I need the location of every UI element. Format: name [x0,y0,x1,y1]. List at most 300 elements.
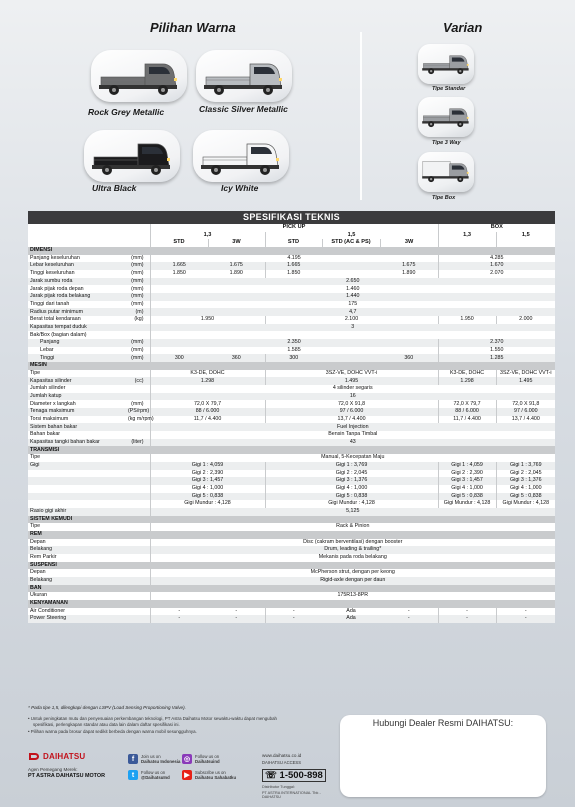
engine-header: 1,3 [150,232,265,240]
spec-value: - [407,607,410,614]
spec-value: - [438,608,496,616]
spec-label: Jarak pijak roda belakang [28,293,126,301]
disclaimer-note: • Untuk peningkatan mutu dan penyesuaian perkembangan teknologi, PT Astra Daihatsu Motor sewaktu-waktu dapat mengubah spesifikasi, perlengkapan standar atau data lain dalam daftar spesifikasi ini. [28,716,277,727]
section-header: TRANSMISI [28,446,555,454]
social-link[interactable] [182,770,236,780]
brand-block [28,752,108,779]
spec-value: Fuel Injection [150,423,555,431]
spec-label [28,500,126,508]
spec-value: 3SZ-VE, DOHC VVT-i [496,370,555,378]
social-text [195,754,220,764]
spec-label: Tipe [30,454,41,461]
spec-value: 1.665 [265,262,322,270]
social-handle: @DaihatsuInd [141,775,170,780]
variant-card[interactable] [418,44,474,84]
table-row [28,370,555,378]
spec-value: Gigi 2 : 2,045 [496,470,555,478]
spec-value: Gigi 1 : 3,769 [265,462,438,470]
spec-value: 88 / 6.000 [150,408,265,416]
social-handle: Daihatsuind [195,759,220,764]
color-swatch-card[interactable] [193,130,289,182]
spec-value: Gigi 1 : 4,059 [150,462,265,470]
spec-label: Tipe [30,369,41,376]
color-name: Classic Silver Metallic [199,104,288,114]
spec-table [28,224,555,623]
spec-unit [126,477,150,485]
spec-label: Belakang [28,546,126,554]
spec-value: 360 [208,354,265,362]
table-row [28,255,555,263]
social-link[interactable] [128,770,170,780]
spec-value: 97 / 6.000 [496,408,555,416]
spec-label: Bahan bakar [30,431,61,438]
spec-value: - [235,607,238,614]
spec-value: Disc (cakram berventilasi) dengan booster [150,539,555,547]
spec-value: 1.950 [438,316,496,324]
spec-unit: (mm) [126,339,150,347]
youtube-icon: ▶ [182,770,192,780]
spec-value: 88 / 6.000 [438,408,496,416]
spec-unit: (cc) [126,377,150,385]
spec-value: 175 [150,301,555,309]
dealer-contact-label: Hubungi Dealer Resmi DAIHATSU: [372,718,514,728]
spec-unit: (mm) [126,278,150,286]
pickup-truck-icon [421,48,471,80]
spec-value: Drum, leading & trailing* [150,546,555,554]
spec-unit [126,324,150,332]
table-row [28,485,555,493]
spec-value [150,331,555,339]
colors-title: Pilihan Warna [150,20,236,35]
spec-label: Kapasitas tangki bahan bakar [28,439,126,447]
section-header: SUSPENSI [28,562,555,570]
spec-unit [126,431,150,439]
spec-value: 72,0 X 91,8 [265,400,438,408]
spec-value: - [208,615,265,623]
spec-label: Air Conditioner [30,607,66,614]
table-row [28,354,555,362]
spec-value: Rigid-axle dengan per daun [150,577,555,585]
spec-value: Gigi Mundur : 4,128 [265,500,438,508]
table-row [28,454,555,462]
table-row [28,615,555,623]
spec-value: - [496,608,555,616]
table-row [28,569,555,577]
spec-value: 1.550 [438,347,555,355]
table-row [28,585,555,593]
table-row [28,400,555,408]
spec-value: 2.370 [438,339,555,347]
spec-label: Jumlah silinder [30,385,66,392]
daihatsu-logo[interactable] [28,752,108,761]
table-row [28,531,555,539]
spec-unit [126,577,150,585]
pickup-truck-icon [199,138,283,178]
spec-value: - [150,615,208,623]
spec-label: Lebar [40,346,54,353]
section-header: BAN [28,585,555,593]
spec-value: 1.460 [150,285,555,293]
color-name: Ultra Black [92,183,137,193]
social-caption: Join us on [141,754,161,759]
spec-unit [126,493,150,501]
spec-unit: (mm) [126,293,150,301]
spec-value: 1.298 [150,377,265,385]
pickup-truck-icon [90,138,174,178]
spec-value: 97 / 6.000 [265,408,438,416]
spec-label: Sistem bahan bakar [28,423,126,431]
spec-title: SPESIFIKASI TEKNIS [28,211,555,224]
spec-value [322,354,380,362]
spec-label: Jarak sumbu roda [28,278,126,286]
color-swatch-card[interactable] [84,130,180,182]
spec-value: 4 silinder segaris [150,385,555,393]
sub-header: STD [265,239,322,247]
table-row [28,377,555,385]
spec-label: Panjang keseluruhan [30,254,80,261]
social-link[interactable] [128,754,180,764]
table-row [28,385,555,393]
header-blank [496,239,555,247]
spec-label: Power Steering [28,615,126,623]
spec-table-container [28,211,555,623]
spec-value: - [380,615,438,623]
spec-value: 1.850 [265,270,322,278]
spec-value: Rack & Pinion [150,523,555,531]
table-row [28,462,555,470]
social-handle: Daihatsu Indonesia [141,759,181,764]
distributor-name: PT ASTRA INTERNATIONAL Tbk - DAIHATSU [262,791,321,799]
spec-value: 4,7 [150,308,555,316]
spec-label: Jarak pijak roda depan [30,285,84,292]
variant-name: Tipe 3 Way [432,140,461,146]
spec-value: 16 [150,393,555,401]
spec-label: Tinggi dari tanah [30,300,70,307]
access-number[interactable]: ☏ 1-500-898 [262,769,326,782]
color-swatch-card[interactable] [91,50,187,102]
spec-value: Gigi Mundur : 4,128 [438,500,496,508]
engine-header: 1,5 [496,232,555,240]
spec-value: 1.298 [438,377,496,385]
box-truck-icon [421,156,471,188]
spec-unit: (kg m/rpm) [128,415,154,422]
sub-header: 3W [208,239,265,247]
spec-value: Gigi 4 : 1,000 [265,485,438,493]
brand-logo-text: DAIHATSU [43,752,86,761]
table-row [28,423,555,431]
spec-label: Kapasitas silinder [28,377,126,385]
section-header: SISTEM KEMUDI [28,516,555,524]
spec-unit: (mm) [131,285,144,292]
spec-unit [126,508,150,516]
spec-value: - [265,608,322,616]
daihatsu-access [262,753,332,799]
table-row [28,562,555,570]
variant-name: Tipe Box [432,195,456,201]
spec-value: Bensin Tanpa Timbal [150,431,555,439]
table-row [28,316,555,324]
table-row [28,301,555,309]
header-blank [28,224,150,232]
table-row [28,554,555,562]
engine-header: 1,5 [265,232,438,240]
spec-value: 5,125 [150,508,555,516]
spec-unit [126,454,150,462]
social-link[interactable] [182,754,220,764]
spec-value: 1.890 [229,270,243,277]
spec-value: 1.850 [150,270,208,278]
spec-unit [126,546,150,554]
spec-value: 11,7 / 4.400 [438,416,496,424]
table-row [28,493,555,501]
table-row [28,523,555,531]
spec-value: 2.650 [150,278,555,286]
section-header: MESIN [28,362,555,370]
spec-unit [126,569,150,577]
spec-unit: (mm) [131,270,144,277]
instagram-icon: ◎ [183,756,191,763]
spec-value: McPherson strut, dengan per keong [150,569,555,577]
disclaimer-note: • Pilihan warna pada brosur dapat sedikit berbeda dengan warna mobil sesungguhnya. [28,729,197,735]
spec-value: - [265,615,322,623]
spec-value: Gigi 4 : 1,000 [496,485,555,493]
social-text [195,770,236,780]
table-row [28,608,555,616]
spec-unit [126,385,150,393]
spec-unit [126,592,150,600]
spec-value: 72,0 X 91,8 [496,400,555,408]
spec-label [28,477,126,485]
disclaimer-notes [28,716,278,737]
spec-label: Tipe [30,523,41,530]
table-row [28,500,555,508]
spec-label: Berat total kendaraan [30,316,81,323]
footnote: * Pada tipe 1,5, dilengkapi dengan LSPV (Load Sensing Proportioning Valve). [28,705,186,710]
section-header: REM [28,531,555,539]
table-row [28,278,555,286]
spec-value: 1.440 [150,293,555,301]
table-row [28,446,555,454]
dealer-contact-box [340,715,546,797]
group-header: BOX [438,224,555,232]
spec-value: 13,7 / 4.400 [496,416,555,424]
spec-value: 11,7 / 4.400 [150,416,265,424]
table-row [28,232,555,240]
spec-value: Gigi 5 : 0,838 [496,493,555,501]
pickup-truck-icon [421,101,471,133]
spec-value: Gigi Mundur : 4,128 [496,500,555,508]
spec-value: 1.665 [150,262,208,270]
spec-label: Torsi maksimum [30,415,69,422]
spec-unit [126,462,150,470]
table-row [28,508,555,516]
spec-unit: (PS/rpm) [128,408,150,415]
table-row [28,324,555,332]
spec-unit: (mm) [131,400,144,407]
spec-value: 2.350 [150,339,438,347]
spec-value [322,262,380,270]
table-row [28,262,555,270]
spec-value: 2.100 [265,316,438,324]
table-row [28,270,555,278]
spec-value: 175R13-8PR [150,592,555,600]
pickup-truck-icon [202,58,286,98]
color-name: Rock Grey Metallic [88,107,165,117]
social-caption: Subscribe us on [195,770,226,775]
spec-value: Ada [346,607,356,614]
variant-title: Varian [443,20,483,35]
table-row [28,285,555,293]
spec-value: 1.285 [438,354,555,362]
spec-value: 1.950 [150,316,265,324]
color-swatch-card[interactable] [196,50,292,102]
spec-label: Kapasitas tempat duduk [28,324,126,332]
spec-label: Depan [30,538,46,545]
website-link[interactable]: www.daihatsu.co.id [262,753,302,758]
brand-agent-label: Agen Pemegang Merek: [28,767,78,772]
sub-header: STD (AC & PS) [322,239,380,247]
social-caption: Follow us on [195,754,220,759]
spec-value: 360 [380,354,438,362]
table-row [28,239,555,247]
spec-label: Rasio gigi akhir [28,508,126,516]
spec-value: Gigi 3 : 1,376 [265,477,438,485]
spec-label: Tinggi keseluruhan [30,270,75,277]
spec-label: Jumlah katup [28,393,126,401]
spec-value: 1.670 [438,262,555,270]
spec-value: Gigi 4 : 1,000 [438,485,496,493]
spec-label: Diameter x langkah [30,400,76,407]
spec-unit [126,523,150,531]
spec-unit: (mm) [131,254,144,261]
table-row [28,592,555,600]
distributor-label: Distributor Tunggal: [262,785,295,789]
spec-unit [126,370,150,378]
spec-value: Gigi 1 : 3,769 [496,462,555,470]
spec-value: Mekanis pada roda belakang [150,554,555,562]
group-header: PICK UP [150,224,438,232]
table-row [28,600,555,608]
table-row [28,393,555,401]
spec-value: 4.285 [438,255,555,263]
spec-value: 1.495 [265,377,438,385]
spec-value: Gigi 1 : 4,059 [438,462,496,470]
variant-name: Tipe Standar [432,86,466,92]
table-row [28,477,555,485]
spec-unit [126,485,150,493]
variant-card[interactable] [418,152,474,192]
spec-value: Manual, 5-Kecepatan Maju [150,454,555,462]
spec-label: Radius putar minimum [28,308,126,316]
table-row [28,577,555,585]
daihatsu-mark-icon [28,752,40,761]
table-row [28,224,555,232]
sub-header: 3W [380,239,438,247]
spec-unit [126,608,150,616]
spec-label: Gigi [28,462,126,470]
spec-unit [126,393,150,401]
table-row [28,470,555,478]
table-row [28,539,555,547]
spec-value: 1.675 [380,262,438,270]
spec-label: Belakang [28,577,126,585]
table-row [28,308,555,316]
spec-unit [126,470,150,478]
spec-label: Tenaga maksimum [28,408,126,416]
engine-header: 1,3 [438,232,496,240]
spec-value: 1.585 [150,347,438,355]
spec-unit [126,539,150,547]
spec-value: 3SZ-VE, DOHC VVT-i [265,370,438,378]
spec-value: K3-DE, DOHC [438,370,496,378]
spec-value: - [496,615,555,623]
access-number-text: 1-500-898 [279,770,323,781]
table-row [28,362,555,370]
spec-value: 13,7 / 4.400 [265,416,438,424]
pickup-truck-icon [97,58,181,98]
spec-value: 300 [150,354,208,362]
spec-label [28,493,126,501]
table-row [28,247,555,255]
spec-label: Tinggi [28,354,126,362]
social-handle: Daihatsu Sahabatku [195,775,237,780]
spec-unit: (mm) [126,262,150,270]
spec-value: 72,0 X 79,7 [438,400,496,408]
spec-label: Rem Parkir [30,554,57,561]
spec-unit [126,423,150,431]
twitter-icon: t [128,770,138,780]
spec-unit: (mm) [131,346,144,353]
spec-value: 1.495 [496,377,555,385]
spec-value: 3 [150,324,555,332]
table-row [28,416,555,424]
table-row [28,347,555,355]
variant-card[interactable] [418,97,474,137]
header-blank [28,232,150,240]
spec-unit [126,500,150,508]
facebook-icon: f [128,754,138,764]
sub-header: STD [150,239,208,247]
spec-unit: (liter) [126,439,150,447]
spec-label: Depan [30,569,46,576]
spec-label: Lebar keseluruhan [28,262,126,270]
spec-value: 1.890 [402,270,416,277]
header-blank [438,239,496,247]
spec-unit [126,615,150,623]
spec-unit [126,331,150,339]
spec-label: Ukuran [30,592,48,599]
spec-value: Ada [322,615,380,623]
spec-value: Gigi 2 : 2,390 [150,470,265,478]
spec-value: - [438,615,496,623]
section-header: DIMENSI [28,247,555,255]
section-header: KENYAMANAN [28,600,555,608]
spec-value: Gigi 3 : 1,376 [496,477,555,485]
spec-unit: (mm) [131,300,144,307]
table-row [28,516,555,524]
spec-value: - [150,608,208,616]
spec-value: K3-DE, DOHC [150,370,265,378]
table-row [28,339,555,347]
spec-unit: (m) [126,308,150,316]
spec-value [322,270,380,278]
spec-value: Gigi 5 : 0,838 [438,493,496,501]
spec-value: Gigi 5 : 0,838 [265,493,438,501]
spec-value: 2.000 [496,316,555,324]
spec-value: Gigi 3 : 1,457 [438,477,496,485]
spec-value: Gigi Mundur : 4,128 [150,500,265,508]
spec-label: Bak/Box (bagian dalam) [30,331,87,338]
